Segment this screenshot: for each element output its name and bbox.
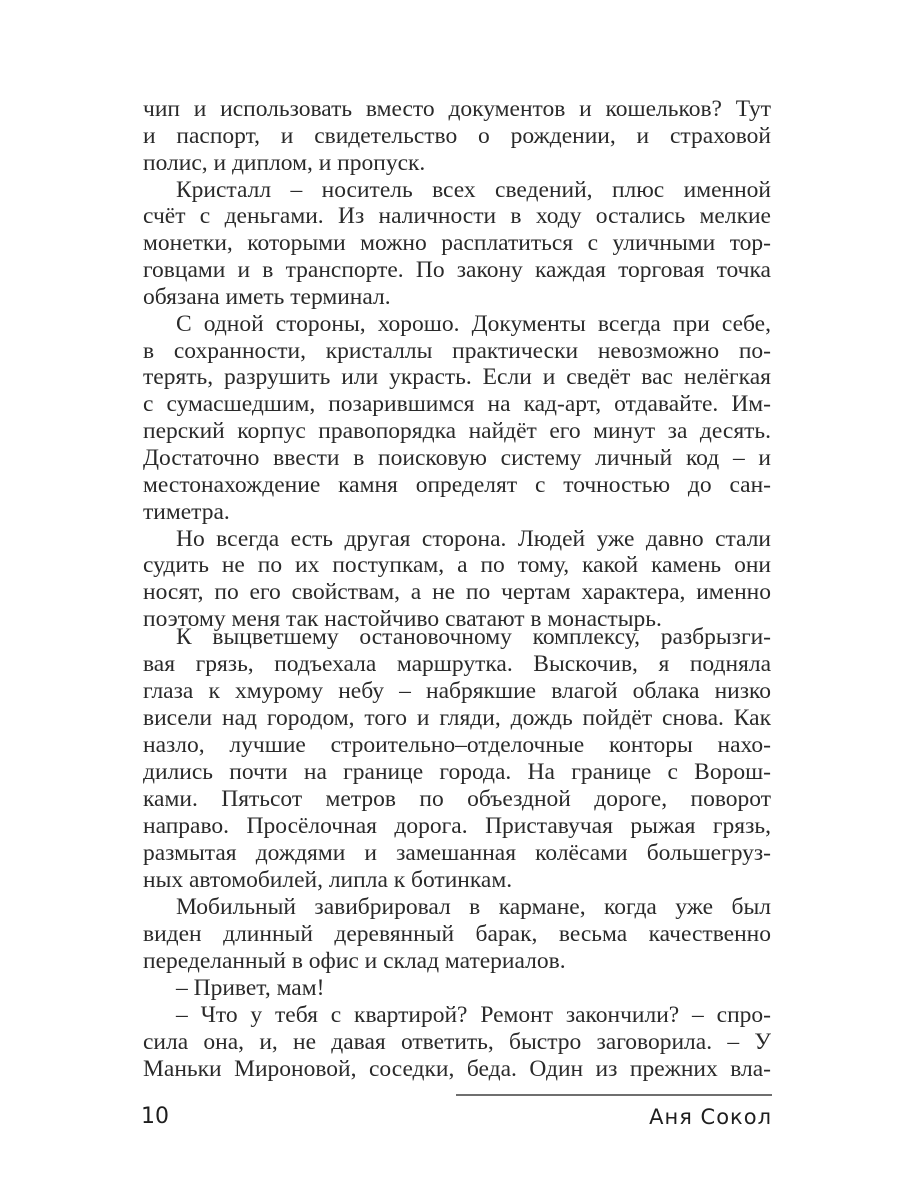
text-line: К выцветшему остановочному комплексу, разбрызги- (176, 624, 771, 650)
text-line: размытая дождями и замешанная колёсами большегруз- (143, 840, 771, 866)
text-line: носят, по его свойствам, а не по чертам характера, именно (143, 579, 771, 606)
running-footer-author: Аня Сокол (649, 1105, 772, 1129)
text-line: тиметра. (143, 498, 230, 525)
text-line: говцами и в транспорте. По закону каждая торговая точка (143, 257, 771, 284)
text-section-2 (143, 624, 771, 1083)
text-line: монетки, которыми можно расплатиться с уличными тор- (143, 230, 771, 257)
text-line: вая грязь, подъехала маршрутка. Выскочив, я подняла (143, 651, 771, 677)
text-line: Мобильный завибрировал в кармане, когда уже был (176, 894, 771, 920)
text-line: с сумасшедшим, позарившимся на кад-арт, отдавайте. Им- (143, 391, 771, 418)
text-line: переделанный в офис и склад материалов. (143, 948, 566, 974)
text-line: обязана иметь терминал. (143, 283, 391, 310)
text-line: С одной стороны, хорошо. Документы всегда при себе, (176, 310, 771, 337)
text-line: висели над городом, того и гляди, дождь пойдёт снова. Как (143, 705, 771, 731)
page-number: 10 (141, 1104, 169, 1129)
text-line: судить не по их поступкам, а по тому, какой камень они (143, 552, 771, 579)
text-line: ных автомобилей, липла к ботинкам. (143, 867, 513, 893)
text-line: сила она, и, не давая ответить, быстро заговорила. – У (143, 1029, 771, 1055)
text-line: счёт с деньгами. Из наличности в ходу остались мелкие (143, 203, 771, 230)
text-section-1 (143, 96, 771, 633)
text-line: Достаточно ввести в поисковую систему личный код – и (143, 444, 771, 471)
text-line: Кристалл – носитель всех сведений, плюс именной (176, 176, 771, 203)
text-line: полис, и диплом, и пропуск. (143, 149, 426, 176)
text-line: ками. Пятьсот метров по объездной дороге, поворот (143, 786, 771, 812)
text-line: местонахождение камня определят с точностью до сан- (143, 471, 771, 498)
text-line: – Что у тебя с квартирой? Ремонт закончили? – спро- (176, 1002, 771, 1028)
text-line: терять, разрушить или украсть. Если и сведёт вас нелёгкая (143, 364, 771, 391)
text-line: направо. Просёлочная дорога. Приставучая рыжая грязь, (143, 813, 771, 839)
text-line: перский корпус правопорядка найдёт его минут за десять. (143, 418, 771, 445)
text-line: и паспорт, и свидетельство о рождении, и страховой (143, 122, 771, 149)
text-line: поэтому меня так настойчиво сватают в монастырь. (143, 606, 662, 633)
text-line: чип и использовать вместо документов и кошельков? Тут (143, 96, 771, 122)
text-line: дились почти на границе города. На границе с Ворош- (143, 759, 771, 785)
text-line: Но всегда есть другая сторона. Людей уже давно стали (176, 525, 771, 552)
text-line: глаза к хмурому небу – набрякшие влагой облака низко (143, 678, 771, 704)
text-line: в сохранности, кристаллы практически невозможно по- (143, 337, 771, 364)
text-line: виден длинный деревянный барак, весьма качественно (143, 921, 771, 947)
text-line: назло, лучшие строительно–отделочные конторы нахо- (143, 732, 771, 758)
text-line: Маньки Мироновой, соседки, беда. Один из прежних вла- (143, 1056, 771, 1082)
text-line: – Привет, мам! (176, 975, 325, 1001)
footer-divider (456, 1094, 772, 1096)
